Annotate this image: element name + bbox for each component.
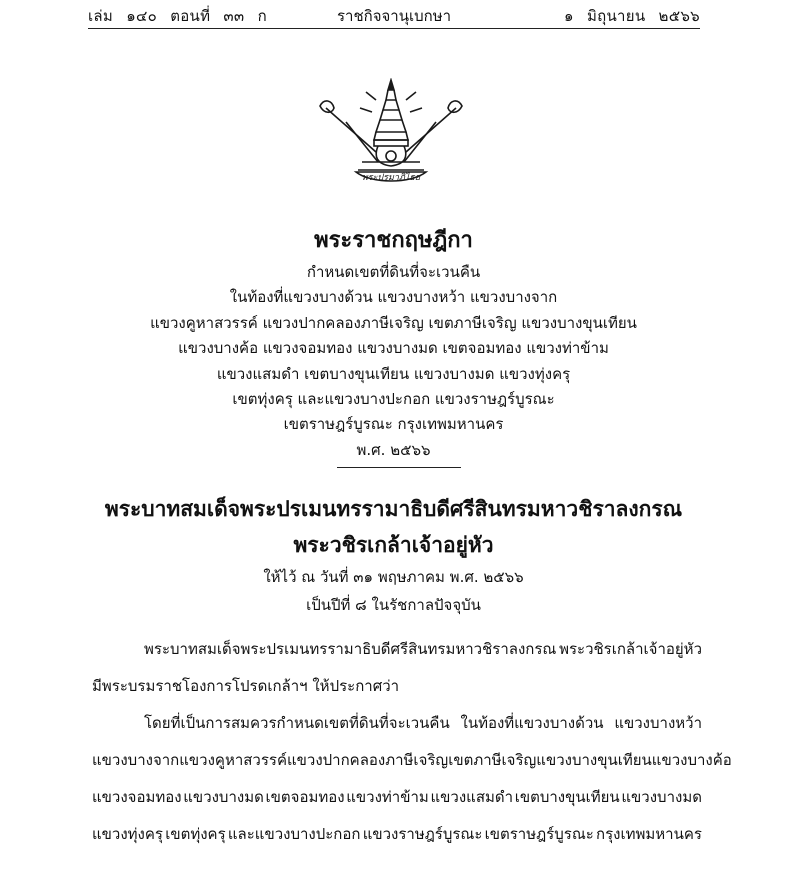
volume-number: ๑๔๐ [126,7,158,25]
section-number: ๓๓ [223,7,245,25]
decree-subject [0,260,787,463]
body-text-segment: แขวงบางจาก [92,751,180,769]
page-header [88,4,700,29]
body-text-segment: พระบาทสมเด็จพระปรเมนทรรามาธิบดีศรีสินทรมหาวชิราลงกรณ [144,640,557,658]
body-line [92,822,702,846]
subject-line: แขวงคูหาสวรรค์ แขวงปากคลองภาษีเจริญ เขตภาษีเจริญ แขวงบางขุนเทียน [150,313,637,332]
body-text-segment: กรุงเทพมหานคร [596,825,702,843]
header-year: ๒๕๖๖ [658,7,700,25]
royal-emblem-icon [316,78,466,188]
section-type: ก [257,7,267,25]
body-text-segment: เขตจอมทอง [265,788,345,806]
body-text-segment: เขตทุ่งครุ [165,825,226,843]
king-name-line-2: พระวชิรเกล้าเจ้าอยู่หัว [293,533,494,557]
subject-line: เขตทุ่งครุ และแขวงบางปะกอก แขวงราษฎร์บูรณะ [232,390,555,409]
subject-line: แขวงแสมดำ เขตบางขุนเทียน แขวงบางมด แขวงทุ่งครุ [216,364,571,383]
divider [337,467,461,468]
body-text-segment: แขวงจอมทอง [92,788,182,806]
body-line: มีพระบรมราชโองการโปรดเกล้าฯ ให้ประกาศว่า [92,677,400,695]
header-month: มิถุนายน [586,7,646,25]
given-date [0,563,787,619]
body-text-segment: แขวงท่าข้าม [346,788,429,806]
king-name [0,491,787,563]
body-text-segment: เขตราษฎร์บูรณะ [484,825,594,843]
given-date-line: ให้ไว้ ณ วันที่ ๓๑ พฤษภาคม พ.ศ. ๒๕๖๖ [263,568,524,586]
section-label: ตอนที่ [170,7,211,25]
body-line [92,785,702,809]
body-text-segment: แขวงคูหาสวรรค์ [179,751,287,769]
body-text-segment: แขวงทุ่งครุ [92,825,163,843]
decree-year: พ.ศ. ๒๕๖๖ [356,440,431,459]
body-text-segment: แขวงบางมด [621,788,702,806]
subject-line: กำหนดเขตที่ดินที่จะเวนคืน [306,263,481,281]
body-text-segment: พระวชิรเกล้าเจ้าอยู่หัว [559,640,702,658]
body-line [92,748,732,772]
gazette-name: ราชกิจจานุเบกษา [336,7,452,25]
decree-title: พระราชกฤษฎีกา [314,228,473,253]
subject-line: ในท้องที่แขวงบางด้วน แขวงบางหว้า แขวงบางจาก [229,288,558,307]
volume-label: เล่ม [88,7,114,25]
king-name-line-1: พระบาทสมเด็จพระปรเมนทรรามาธิบดีศรีสินทรมหาวชิราลงกรณ [104,497,683,521]
subject-line: เขตราษฎร์บูรณะ กรุงเทพมหานคร [283,415,504,434]
body-text-segment: และแขวงบางปะกอก [227,825,361,843]
body-line [144,637,702,661]
body-text-segment: แขวงบางหว้า [614,714,702,732]
header-day: ๑ [564,7,574,25]
body-line [144,711,702,735]
body-text-segment: แขวงบางมด [183,788,264,806]
reign-year-line: เป็นปีที่ ๘ ในรัชกาลปัจจุบัน [306,596,481,614]
body-text-segment: เขตบางขุนเทียน [514,788,620,806]
body-text-segment: แขวงบางขุนเทียน [536,751,652,769]
body-text-segment: แขวงบางค้อ [651,751,732,769]
body-text-segment: ในท้องที่แขวงบางด้วน [460,714,604,732]
subject-line: แขวงบางค้อ แขวงจอมทอง แขวงบางมด เขตจอมทอง แขวงท่าข้าม [178,339,609,358]
body-text-segment: แขวงราษฎร์บูรณะ [362,825,483,843]
body-text-segment: แขวงแสมดำ [430,788,514,806]
svg-text:พระปรมาภิไธย: พระปรมาภิไธย [361,173,421,183]
body-text-segment: เขตภาษีเจริญ [448,751,537,769]
body-text-segment: โดยที่เป็นการสมควรกำหนดเขตที่ดินที่จะเวนคืน [144,714,450,732]
body-text-segment: แขวงปากคลองภาษีเจริญ [286,751,449,769]
